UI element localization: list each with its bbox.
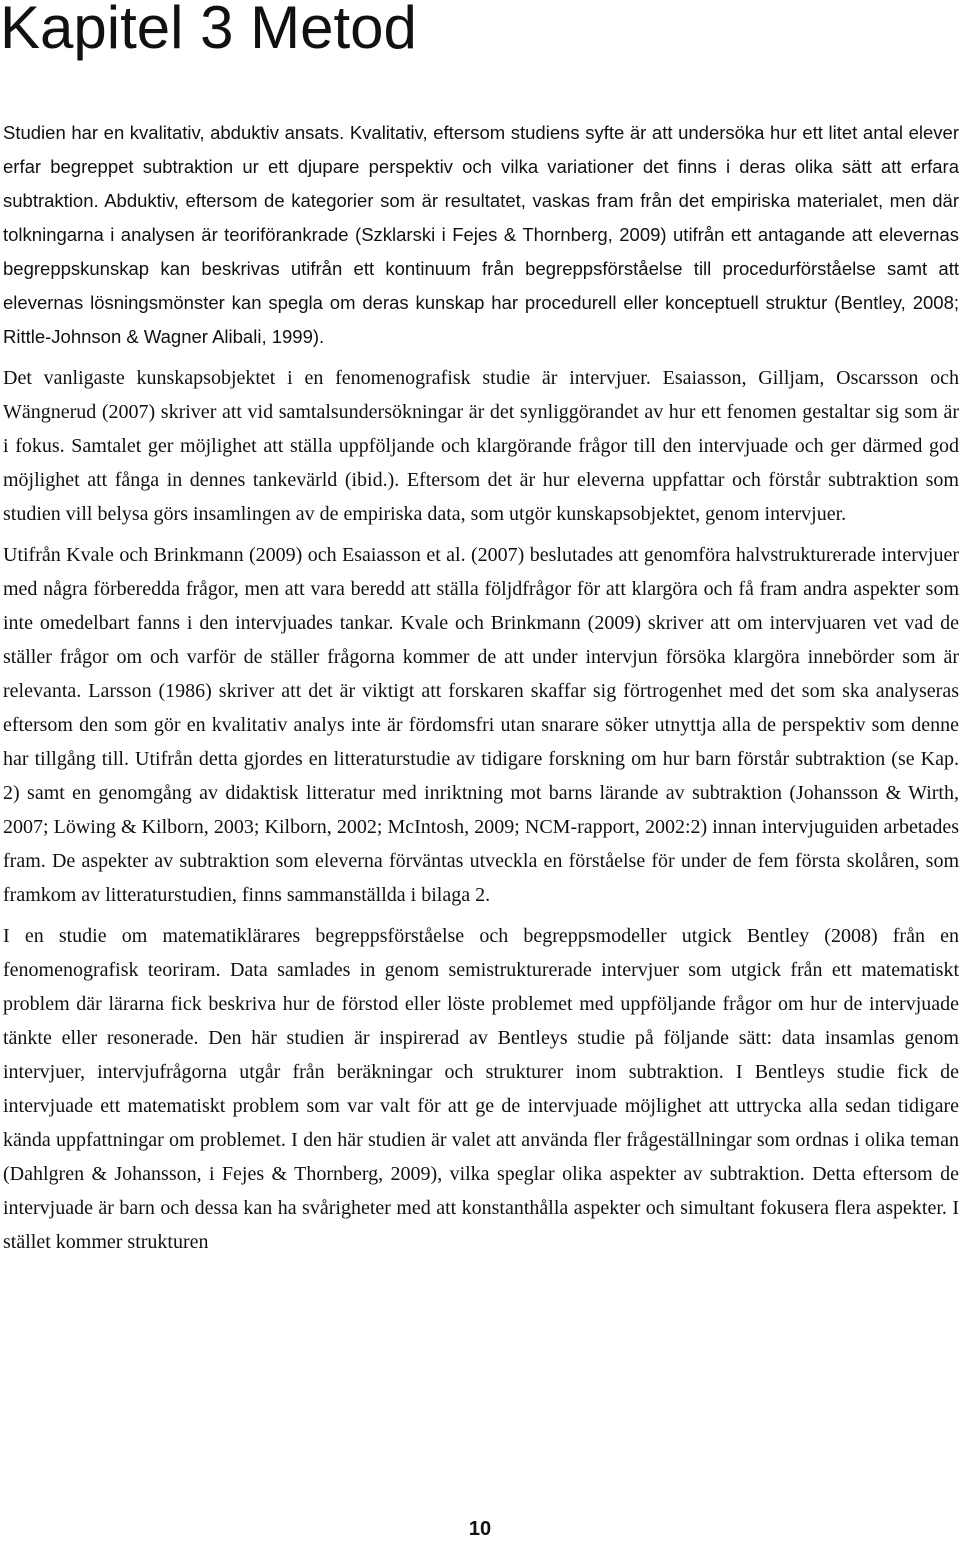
chapter-title: Kapitel 3 Metod — [0, 0, 417, 61]
paragraph-interviews: Det vanligaste kunskapsobjektet i en fenomenografisk studie är intervjuer. Esaiasson, Gilljam, Oscarsson och Wängnerud (2007) skriver att vid samtalsundersökningar är det synliggörandet av hur ett fenomen gestaltar sig som är i fokus. Samtalet ger möjlighet att ställa uppföljande och klargörande frågor till den intervjuade och ger därmed god möjlighet att fånga in dennes tankevärld (ibid.). Eftersom det är hur eleverna uppfattar och förstår subtraktion som studien vill belysa görs insamlingen av de empiriska data, som utgör kunskapsobjektet, genom intervjuer. — [3, 367, 959, 525]
paragraph-semi-structured-interviews: Utifrån Kvale och Brinkmann (2009) och Esaiasson et al. (2007) beslutades att genomföra halvstrukturerade intervjuer med några förberedda frågor, men att vara beredd att ställa följdfrågor för att klargöra och få fram andra aspekter som inte omedelbart fanns i den intervjuades tankar. Kvale och Brinkmann (2009) skriver att om intervjuaren vet vad de ställer frågor om och varför de ställer frågorna kommer de att under intervjun försöka klargöra innebörder som är relevanta. Larsson (1986) skriver att det är viktigt att forskaren skaffar sig förtrogenhet med det som ska analyseras eftersom den som gör en kvalitativ analys inte är fördomsfri utan snarare söker utnyttja alla de perspektiv som denne har tillgång till. Utifrån detta gjordes en litteraturstudie av tidigare forskning om hur barn förstår subtraktion (se Kap. 2) samt en genomgång av didaktisk litteratur med inriktning mot barns lärande av subtraktion (Johansson & Wirth, 2007; Löwing & Kilborn, 2003; Kilborn, 2002; McIntosh, 2009; NCM-rapport, 2002:2) innan intervjuguiden arbetades fram. De aspekter av subtraktion som eleverna förväntas utveckla en förståelse för under de fem första skolåren, som framkom av litteraturstudien, finns sammanställda i bilaga 2. — [3, 544, 959, 906]
paragraph-method-approach: Studien har en kvalitativ, abduktiv ansats. Kvalitativ, eftersom studiens syfte är att undersöka hur ett litet antal elever erfar begreppet subtraktion ur ett djupare perspektiv och vilka variationer det finns i deras olika sätt att erfara subtraktion. Abduktiv, eftersom de kategorier som är resultatet, vaskas fram från det empiriska materialet, men där tolkningarna i analysen är teoriförankrade (Szklarski i Fejes & Thornberg, 2009) utifrån ett antagande att elevernas begreppskunskap kan beskrivas utifrån ett kontinuum från begreppsförståelse till procedurförståelse samt att elevernas lösningsmönster kan spegla om deras kunskap har procedurell eller konceptuell struktur (Bentley, 2008; Rittle-Johnson & Wagner Alibali, 1999). — [3, 122, 959, 347]
paragraph-bentley-study: I en studie om matematiklärares begreppsförståelse och begreppsmodeller utgick Bentley (2008) från en fenomenografisk teoriram. Data samlades in genom semistrukturerade intervjuer som utgick från ett matematiskt problem där lärarna fick beskriva hur de förstod eller löste problemet med uppföljande frågor om hur de intervjuade tänkte eller resonerade. Den här studien är inspirerad av Bentleys studie på följande sätt: data insamlas genom intervjuer, intervjufrågorna utgår från beräkningar och strukturer inom subtraktion. I Bentleys studie fick de intervjuade ett matematiskt problem som var valt för att ge de intervjuade möjlighet att uttrycka alla sedan tidigare kända uppfattningar om problemet. I den här studien är valet att använda fler frågeställningar som ordnas i olika teman (Dahlgren & Johansson, i Fejes & Thornberg, 2009), vilka speglar olika aspekter av subtraktion. Detta eftersom de intervjuade är barn och dessa kan ha svårigheter med att konstanthålla aspekter och simultant fokusera flera aspekter. I stället kommer strukturen — [3, 925, 959, 1253]
body-text — [3, 116, 959, 1266]
page-number: 10 — [468, 1518, 492, 1540]
